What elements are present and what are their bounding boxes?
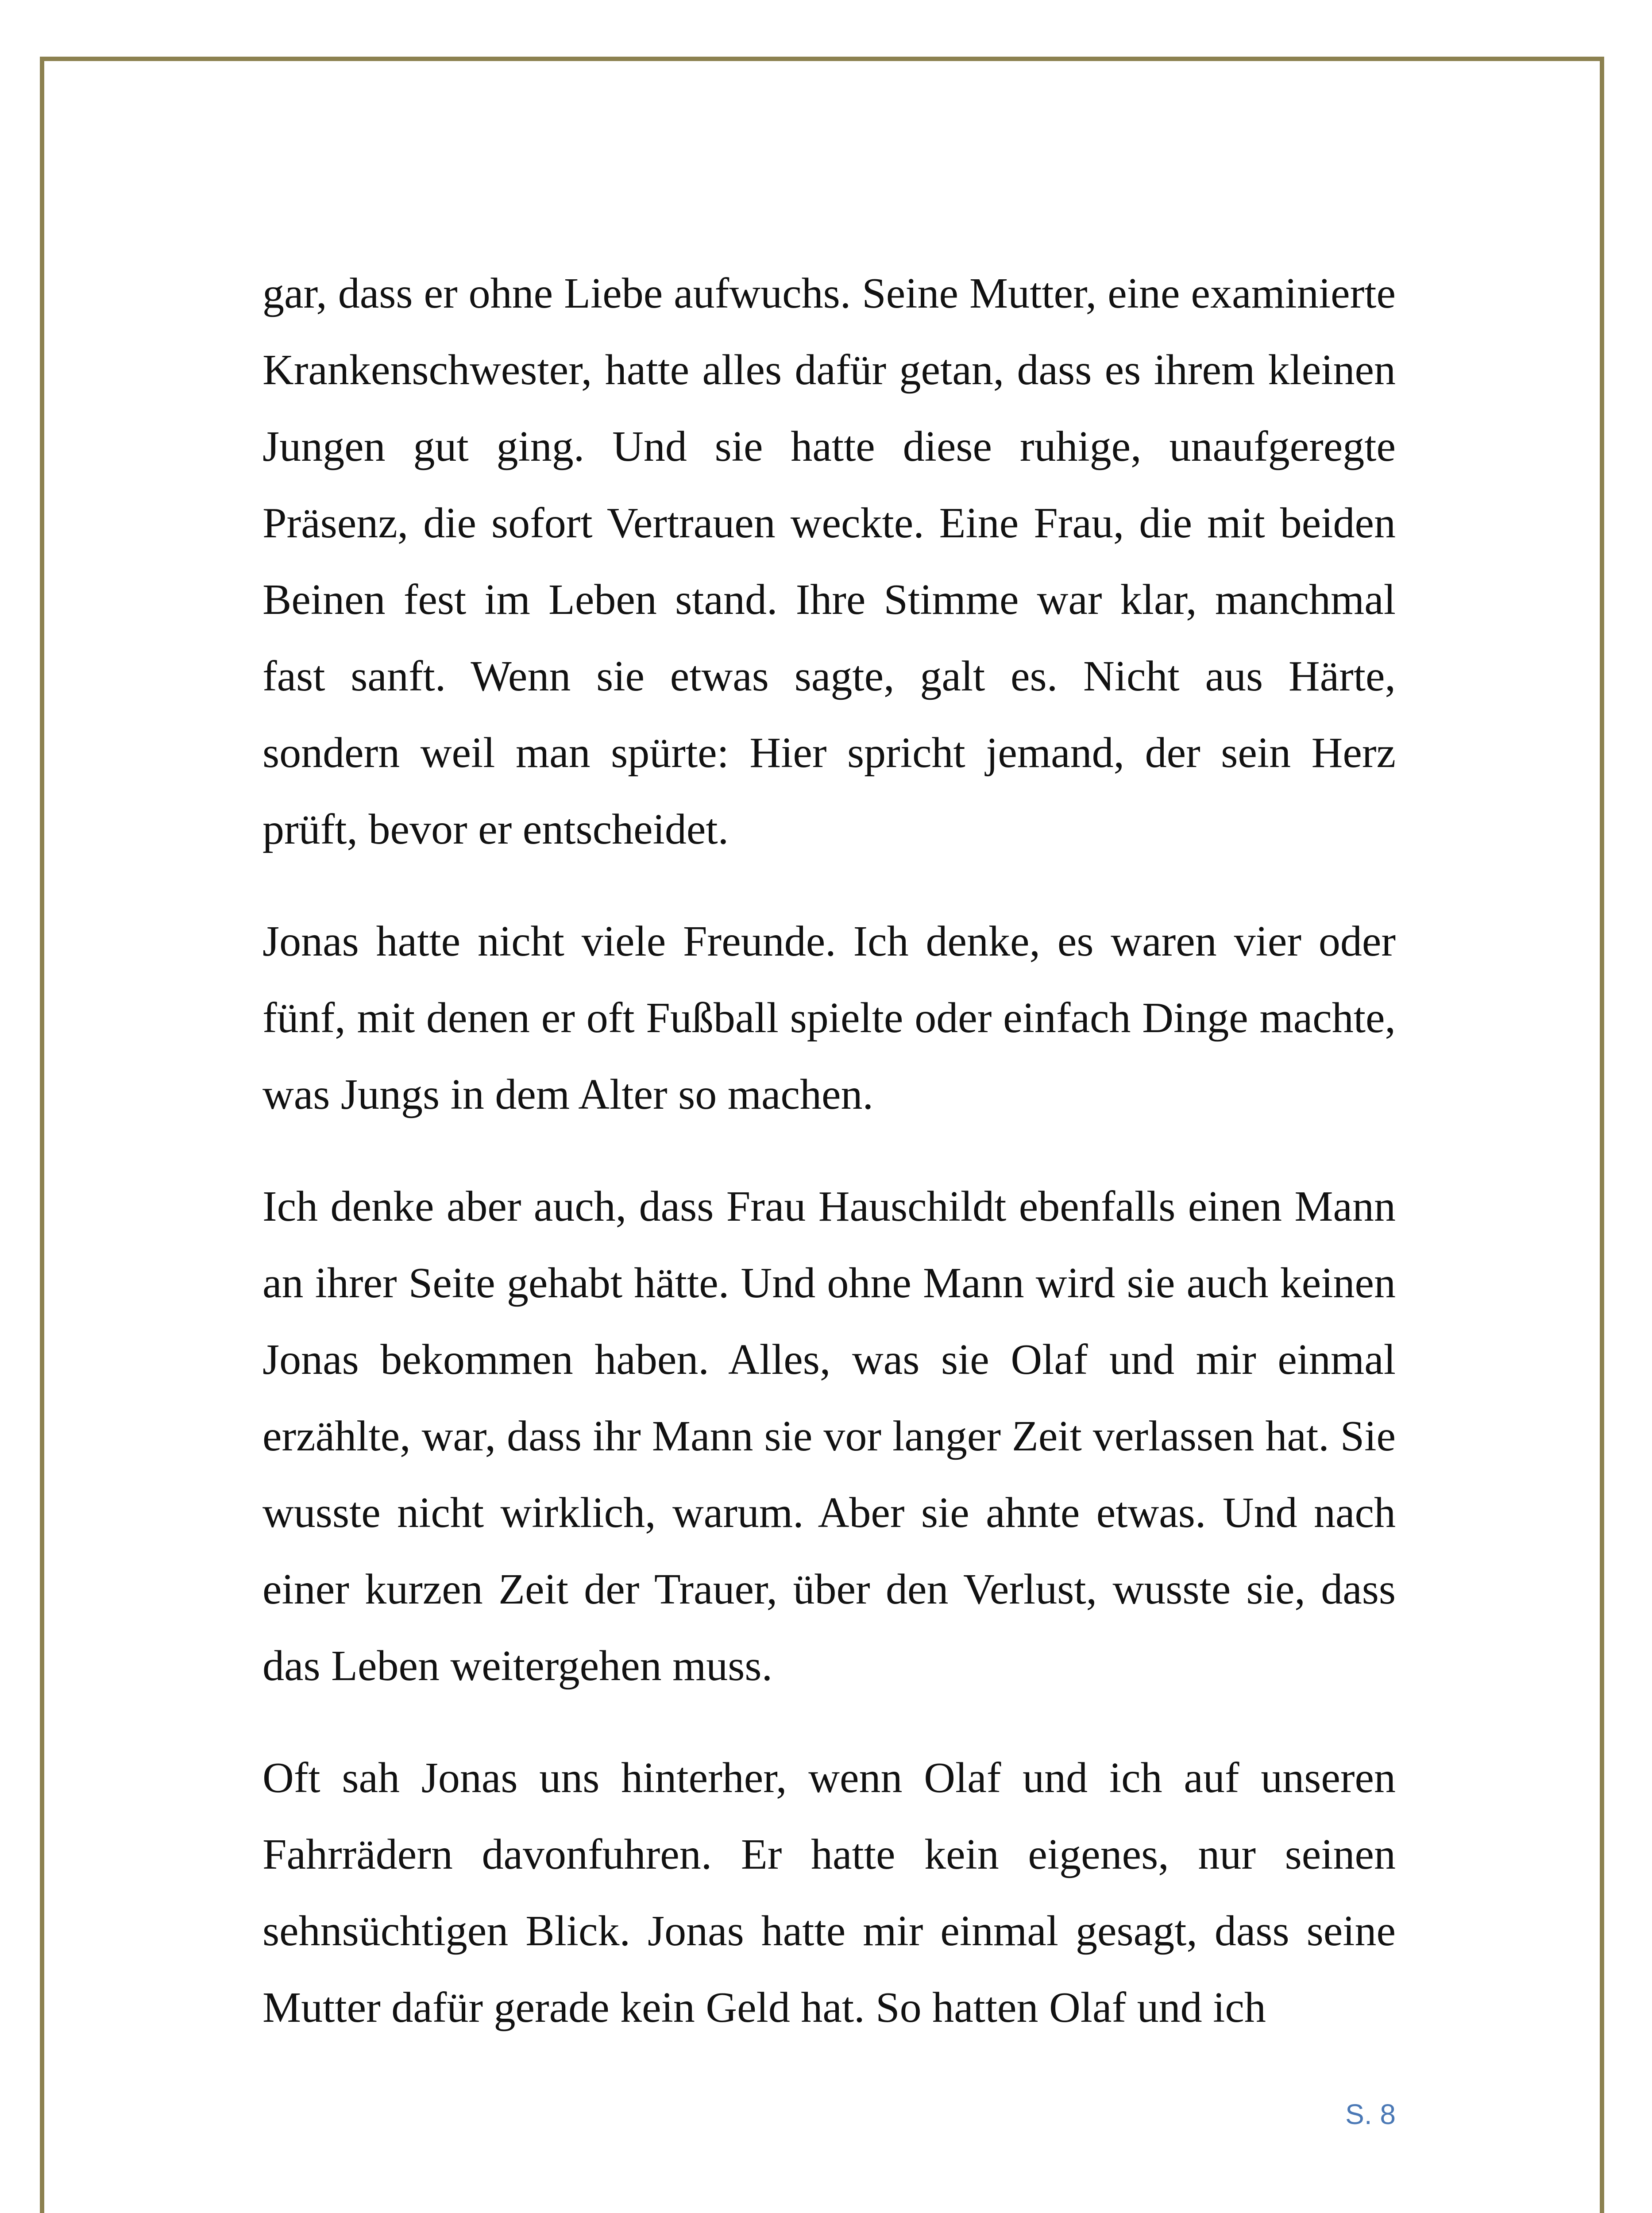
paragraph-2: Jonas hatte nicht viele Freunde. Ich denke, es waren vier oder fünf, mit denen er oft Fußball spielte oder einfach Dinge machte, was Jungs in dem Alter so machen. [262, 918, 1396, 1118]
paragraph-1: gar, dass er ohne Liebe aufwuchs. Seine Mutter, eine examinierte Krankenschwester, hatte alles dafür getan, dass es ihrem kleinen Jungen gut ging. Und sie hatte diese ruhige, unaufgeregte Präsenz, die sofort Vertrauen weckte. Eine Frau, die mit beiden Beinen fest im Leben stand. Ihre Stimme war klar, manchmal fast sanft. Wenn sie etwas sagte, galt es. Nicht aus Härte, sondern weil man spürte: Hier spricht jemand, der sein Herz prüft, bevor er entscheidet. [262, 270, 1396, 853]
paragraph-4: Oft sah Jonas uns hinterher, wenn Olaf und ich auf unseren Fahrrädern davonfuhren. Er hatte kein eigenes, nur seinen sehnsüchtigen Blick. Jonas hatte mir einmal gesagt, dass seine Mutter dafür gerade kein Geld hat. So hatten Olaf und ich [262, 1754, 1396, 2032]
paragraph-3: Ich denke aber auch, dass Frau Hauschildt ebenfalls einen Mann an ihrer Seite gehabt hätte. Und ohne Mann wird sie auch keinen Jonas bekommen haben. Alles, was sie Olaf und mir einmal erzählte, war, dass ihr Mann sie vor langer Zeit verlassen hat. Sie wusste nicht wirklich, warum. Aber sie ahnte etwas. Und nach einer kurzen Zeit der Trauer, über den Verlust, wusste sie, dass das Leben weitergehen muss. [262, 1183, 1396, 1690]
body-text [262, 255, 1396, 2082]
page-number: S. 8 [1345, 2098, 1396, 2130]
